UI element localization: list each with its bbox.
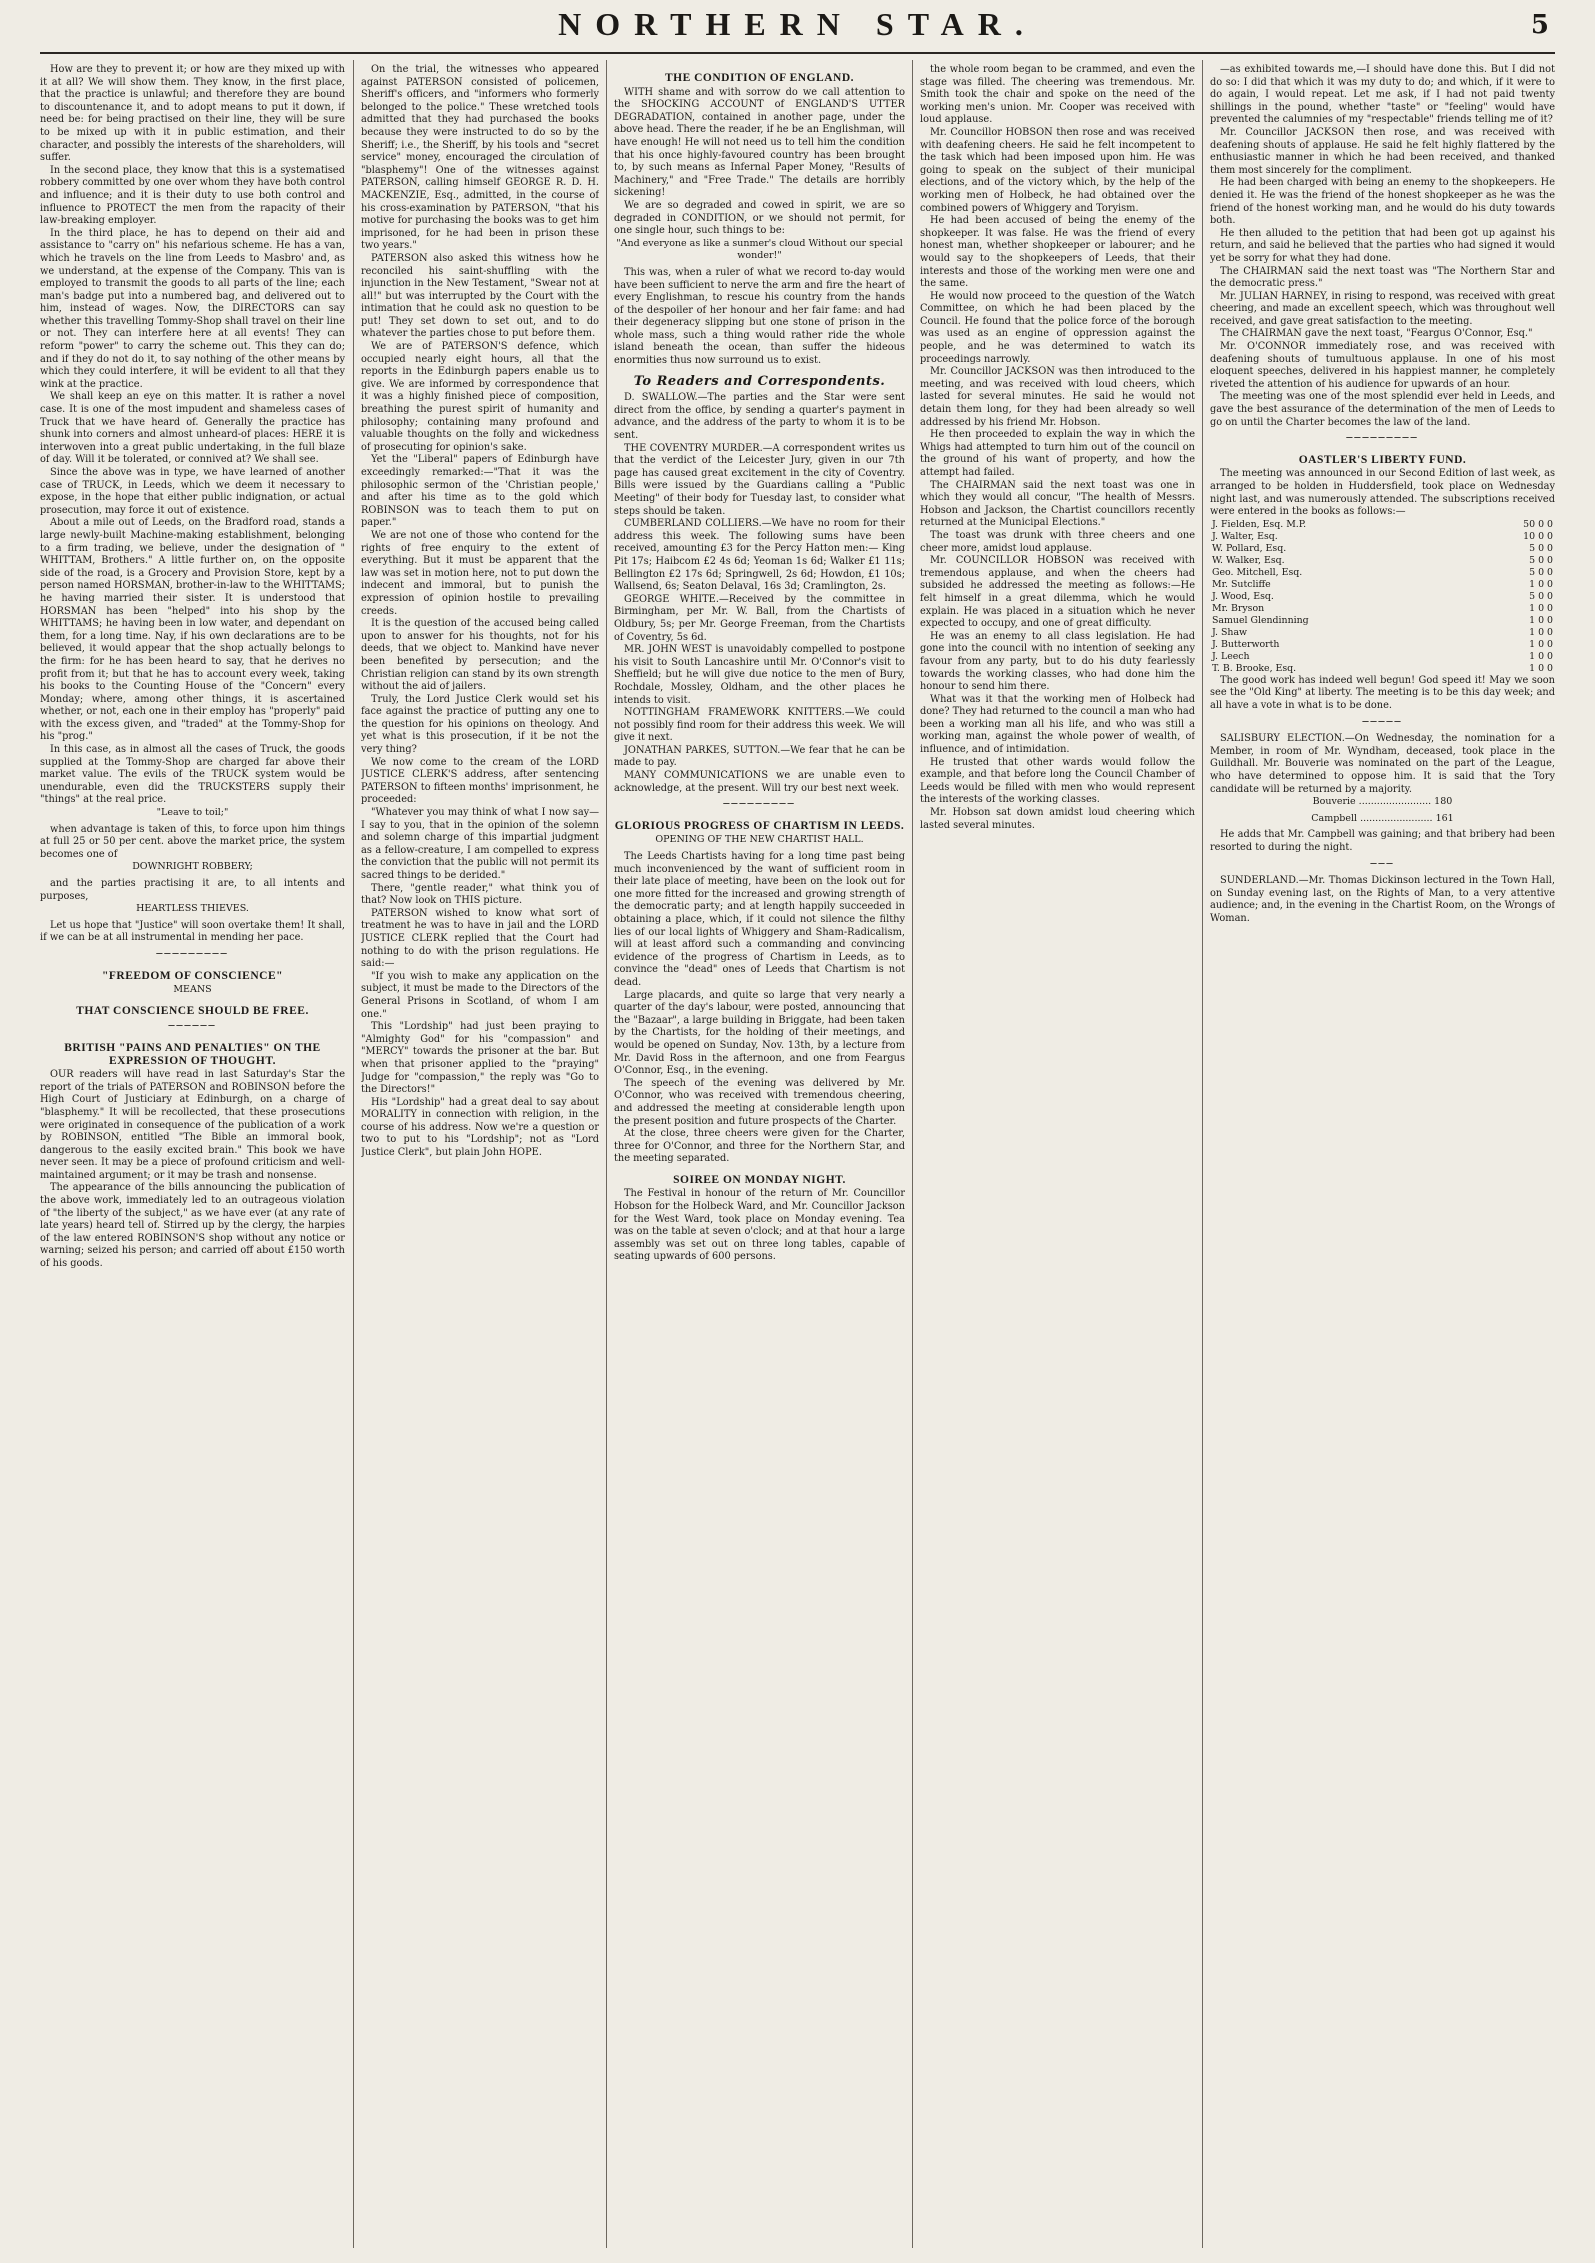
verse-line: "Leave to toil;": [156, 807, 229, 819]
paragraph: In the second place, they know that this is a systematised robbery committed by one over whom they have both control and influence; and it is their duty to use both control and influence to PROTECT the men from the rapacity of their law-breaking employer.: [40, 164, 345, 227]
section-rule: ─────────: [156, 948, 229, 960]
page-number: 5: [1530, 10, 1549, 40]
subscription-row: [1210, 615, 1555, 627]
paragraph: In the third place, he has to depend on their aid and assistance to "carry on" his nefarious scheme. He has a van, which he travels on the line from Leeds to Masbro' and, as we understand, at the expense of the Company. This van is employed to transmit the goods to all parts of the line; each man's badge put into a numbered bag, and delivered out to him, instead of wages. Now, the DIRECTORS can say whether this travelling Tommy-Shop shall travel on their line or not. They can interfere here at all events! They can reform "power" to carry the scheme out. This they can do; and if they do not do it, to say nothing of the other means by which they could interfere, it will be evident to all that they wink at the practice.: [40, 227, 345, 390]
paragraph: —as exhibited towards me,—I should have done this. But I did not do so: I did that which it was my duty to do; and which, if it were to do again, I would repeat. Let me ask, if I had not paid twenty shillings in the pound, whether "taste" or "feeling" would have prevented the calumnies of my "respectable" friends telling me of it?: [1210, 64, 1555, 126]
subscription-amount: 1 0 0: [1529, 638, 1553, 650]
correspondent-note: JONATHAN PARKES, SUTTON.—We fear that he can be made to pay.: [614, 744, 905, 769]
paragraph: His "Lordship" had a great deal to say about MORALITY in connection with religion, in the course of his address. Now we're a question or two to put to his "Lordship"; not as "Lord Justice Clerk", but plain John HOPE.: [361, 1096, 599, 1159]
subscriber-name: Geo. Mitchell, Esq.: [1212, 566, 1303, 578]
paragraph: On the trial, the witnesses who appeared against PATERSON consisted of policemen, Sheriff's officers, and "informers who formerly belonged to the police." These wretched tools admitted that they had purchased the books because they were instructed to do so by the Sheriff; i.e., the Sheriff, by his tools and "secret service" money, encouraged the circulation of "blasphemy"! One of the witnesses against PATERSON, calling himself GEORGE R. D. H. MACKENZIE, Esq., admitted, in the course of his cross-examination by PATERSON, "that his motive for purchasing the books was to get him imprisoned, for he had been in prison these two years.": [361, 64, 599, 252]
paragraph: Mr. Hobson sat down amidst loud cheering which lasted several minutes.: [920, 807, 1195, 831]
paragraph: This "Lordship" had just been praying to "Almighty God" for his "compassion" and "MERCY" towards the prisoner at the bar. But when that prisoner applied to the "praying" Judge for "compassion," the reply was "Go to the Directors!": [361, 1021, 599, 1096]
paragraph: PATERSON also asked this witness how he reconciled his saint-shuffling with the injunction in the New Testament, "Swear not at all!" but was interrupted by the Court with the intimation that he could ask no question to be put! They set down to set out, and to do whatever the parties chose to put before them.: [361, 252, 599, 340]
subscriber-name: Samuel Glendinning: [1212, 614, 1309, 626]
subscriber-name: J. Walter, Esq.: [1212, 530, 1278, 542]
article-heading: BRITISH "PAINS AND PENALTIES" ON THE EXPRESSION OF THOUGHT.: [64, 1041, 321, 1067]
subscription-amount: 5 0 0: [1529, 566, 1553, 578]
correspondent-note: THE COVENTRY MURDER.—A correspondent writes us that the verdict of the Leicester Jury, given in our 7th page has caused great excitement in the city of Coventry. Bills were issued by the Guardians calling a "Public Meeting" of their body for Tuesday last, to consider what steps should be taken.: [614, 442, 905, 517]
paragraph: The CHAIRMAN said the next toast was "The Northern Star and the democratic press.": [1210, 265, 1555, 290]
verse-line: HEARTLESS THIEVES.: [136, 903, 249, 915]
subscription-amount: 10 0 0: [1523, 530, 1553, 542]
paragraph: The Festival in honour of the return of Mr. Councillor Hobson for the Holbeck Ward, and Mr. Councillor Jackson for the West Ward, took place on Monday evening. Tea was on the table at seven o'clock; and at that hour a large assembly was set out on three long tables, capable of seating upwards of 600 persons.: [614, 1188, 905, 1263]
paragraph: We shall keep an eye on this matter. It is rather a novel case. It is one of the most impudent and shameless cases of Truck that we have heard of. Generally the practice has shunk into corners and almost unheard-of places: HERE it is interwoven into a great public undertaking, in the full blaze of day. Will it be tolerated, or connived at? We shall see.: [40, 391, 345, 466]
poll-line: Bouverie ........................ 180: [1312, 796, 1453, 808]
column-divider: [912, 60, 913, 2248]
column-divider: [353, 60, 354, 2248]
paragraph: Mr. JULIAN HARNEY, in rising to respond, was received with great cheering, and made an excellent speech, which was throughout well received, and gave great satisfaction to the meeting.: [1210, 290, 1555, 327]
column-divider: [606, 60, 607, 2248]
subscription-row: [1210, 567, 1555, 579]
paragraph: He then alluded to the petition that had been got up against his return, and said he believed that the parties who had signed it would yet be sorry for what they had done.: [1210, 227, 1555, 264]
paragraph: It is the question of the accused being called upon to answer for his thoughts, not for his deeds, that we object to. Mankind have never been benefited by persecution; and the Christian religion can stand by its own strength without the aid of jailers.: [361, 618, 599, 693]
paragraph: The speech of the evening was delivered by Mr. O'Connor, who was received with tremendous cheering, and addressed the meeting at considerable length upon the present position and future prospects of the Charter.: [614, 1077, 905, 1127]
paragraph: About a mile out of Leeds, on the Bradford road, stands a large newly-built Machine-making establishment, belonging to a firm trading, we believe, under the designation of " WHITTAM, Brothers." A little further on, on the opposite side of the road, is a Grocery and Provision Store, kept by a person named HORSMAN, brother-in-law to the WHITTAMS; he having married their sister. It is understood that HORSMAN has been "helped" into his shop by the WHITTAMS; he having been in low water, and dependant on them, for a long time. Nay, if his own declarations are to be believed, it would appear that the shop actually belongs to the firm: for he has been heard to say, that he derives no profit from it; but that he has to account every week, taking his books to the Counting House of the "Concern" every Monday; where, among other things, it is ascertained whether, or not, each one in their employ has "properly" paid with the excess given, and "traded" at the Tommy-Shop for his "prog.": [40, 517, 345, 743]
section-rule: ─────: [1362, 716, 1403, 728]
subscriber-name: J. Leech: [1212, 650, 1250, 662]
correspondent-note: MANY COMMUNICATIONS we are unable even to acknowledge, at the present. Will try our best next week.: [614, 770, 905, 794]
subscription-row: [1210, 543, 1555, 555]
section-rule: ───: [1370, 858, 1395, 870]
paragraph: How are they to prevent it; or how are they mixed up with it at all? We will show them. They know, in the first place, that the practice is unlawful; and therefore they are bound to discountenance it, and to adopt means to put it down, if need be: for being practised on their line, they will be sure to be mixed up with it in public estimation, and their character, and possibly the interests of the shareholders, will suffer.: [40, 64, 345, 164]
paragraph: He adds that Mr. Campbell was gaining; and that bribery had been resorted to during the night.: [1210, 829, 1555, 853]
column-1: [40, 64, 345, 2244]
masthead: [40, 6, 1555, 50]
section-heading-correspondents: To Readers and Correspondents.: [633, 373, 886, 389]
paragraph: Mr. COUNCILLOR HOBSON was received with tremendous applause, and when the cheers had subsided he addressed the meeting as follows:—He felt himself in a great dilemma, which he would explain. He was placed in a situation which he never expected to occupy, and one of great difficulty.: [920, 555, 1195, 630]
subscriber-name: W. Walker, Esq.: [1212, 554, 1285, 566]
subscription-row: [1210, 603, 1555, 615]
paragraph: We now come to the cream of the LORD JUSTICE CLERK'S address, after sentencing PATERSON to fifteen months' imprisonment, he proceeded:: [361, 756, 599, 806]
article-subheading: OPENING OF THE NEW CHARTIST HALL.: [655, 834, 864, 846]
paragraph: SUNDERLAND.—Mr. Thomas Dickinson lectured in the Town Hall, on Sunday evening last, on the Rights of Man, to a very attentive audience; and, in the evening in the Chartist Room, on the Wrongs of Woman.: [1210, 875, 1555, 924]
subscription-amount: 1 0 0: [1529, 578, 1553, 590]
section-rule: ─────────: [723, 799, 796, 811]
subscription-amount: 1 0 0: [1529, 650, 1553, 662]
paragraph: We are not one of those who contend for the rights of free enquiry to the extent of everything. But it must be apparent that the law was set in motion here, not to put down the indecent and immoral, but to punish the expression of opinion hostile to prevailing creeds.: [361, 529, 599, 617]
paragraph: He then proceeded to explain the way in which the Whigs had attempted to turn him out of the council on the ground of his want of property, and how the attempt had failed.: [920, 429, 1195, 478]
article-heading: THAT CONSCIENCE SHOULD BE FREE.: [76, 1004, 309, 1017]
correspondent-note: D. SWALLOW.—The parties and the Star were sent direct from the office, by sending a quarter's payment in advance, and the address of the party to whom it is to be sent.: [614, 392, 905, 442]
subscription-row: [1210, 531, 1555, 543]
paragraph: Yet the "Liberal" papers of Edinburgh have exceedingly remarked:—"That it was the philosophic sermon of the 'Christian people,' and after his time as to the gold which ROBINSON was to teach them to put on paper.": [361, 454, 599, 529]
paragraph: He had been accused of being the enemy of the shopkeeper. It was false. He was the friend of every honest man, whether shopkeeper or labourer; and he would say to the shopkeepers of Leeds, that their interests and those of the working men were one and the same.: [920, 215, 1195, 290]
subscriber-name: J. Wood, Esq.: [1212, 590, 1274, 602]
subscriber-name: Mr. Sutcliffe: [1212, 578, 1271, 590]
column-5: [1210, 64, 1555, 2244]
paragraph: The CHAIRMAN said the next toast was one in which they would all concur, "The health of Messrs. Hobson and Jackson, the Chartist councillors recently returned at the Municipal Elections.": [920, 479, 1195, 529]
subscription-amount: 1 0 0: [1529, 602, 1553, 614]
paragraph: We are so degraded and cowed in spirit, we are so degraded in CONDITION, or we should not permit, for one single hour, such things to be:: [614, 199, 905, 237]
paragraph: Mr. Councillor HOBSON then rose and was received with deafening cheers. He said he felt incompetent to the task which had been imposed upon him. He was going to speak on the subject of their municipal elections, and of the victory which, by the help of the working men of Holbeck, he had obtained over the combined powers of Whiggery and Toryism.: [920, 126, 1195, 214]
paragraph: The Leeds Chartists having for a long time past being much inconvenienced by the want of sufficient room in their late place of meeting, have been on the look out for one more fitted for the increased and growing strength of the democratic party; and at length happily succeeded in obtaining a place, which, if it could not silence the filthy lies of our local lights of Whiggery and Sham-Radicalism, will at least afford such a commanding and convincing evidence of the progress of Chartism in Leeds, as to convince the "dead" ones of Leeds that Chartism is not dead.: [614, 851, 905, 988]
paragraph: WITH shame and with sorrow do we call attention to the SHOCKING ACCOUNT of ENGLAND'S UTTER DEGRADATION, contained in another page, under the above head. There the reader, if he be an Englishman, will have enough! He will not need us to tell him the condition that his once highly-favoured country has been brought to, by such means as Infernal Paper Money, "Results of Machinery," and "Free Trade." The details are horribly sickening!: [614, 86, 905, 199]
paragraph: Mr. O'CONNOR immediately rose, and was received with deafening shouts of tumultuous applause. In one of his most eloquent speeches, delivered in his happiest manner, he completely riveted the attention of his audience for upwards of an hour.: [1210, 341, 1555, 390]
paragraph: Truly, the Lord Justice Clerk would set his face against the practice of putting any one to the question for his opinions on theology. And yet what is this prosecution, if it be not the very thing?: [361, 693, 599, 756]
subscription-list: [1210, 519, 1555, 675]
subscription-amount: 1 0 0: [1529, 662, 1553, 674]
article-heading: "FREEDOM OF CONSCIENCE": [101, 969, 284, 982]
paragraph: He was an enemy to all class legislation. He had gone into the council with no intention of seeking any favour from any party, but to do his duty fearlessly towards the working classes, who had done him the honour to send him there.: [920, 630, 1195, 693]
correspondent-note: GEORGE WHITE.—Received by the committee in Birmingham, per Mr. W. Ball, from the Chartists of Oldbury, 5s; per Mr. George Freeman, from the Chartists of Coventry, 5s 6d.: [614, 593, 905, 643]
article-heading: GLORIOUS PROGRESS OF CHARTISM IN LEEDS.: [614, 819, 905, 832]
paragraph: The meeting was announced in our Second Edition of last week, as arranged to be holden in Huddersfield, took place on Wednesday night last, and was numerously attended. The subscriptions received were entered in the books as follows:—: [1210, 468, 1555, 518]
paragraph: The toast was drunk with three cheers and one cheer more, amidst loud applause.: [920, 529, 1195, 554]
verse-line: DOWNRIGHT ROBBERY;: [132, 861, 253, 873]
subscription-row: [1210, 639, 1555, 651]
poll-line: Campbell ........................ 161: [1311, 812, 1454, 824]
paragraph: We are of PATERSON'S defence, which occupied nearly eight hours, all that the reports in the Edinburgh papers enable us to give. We are informed by correspondence that it was a highly finished piece of composition, breathing the purest spirit of humanity and philosophy; containing many profound and valuable thoughts on the folly and wickedness of prosecuting for opinion's sake.: [361, 341, 599, 453]
subscription-amount: 5 0 0: [1529, 590, 1553, 602]
paragraph: He trusted that other wards would follow the example, and that before long the Council Chamber of Leeds would be filled with men who would represent the interests of the working classes.: [920, 756, 1195, 806]
paragraph: Since the above was in type, we have learned of another case of TRUCK, in Leeds, which we deem it necessary to expose, in the hope that either public indignation, or actual prosecution, may force it out of existence.: [40, 467, 345, 516]
column-3: [614, 64, 905, 2244]
paragraph: and the parties practising it are, to all intents and purposes,: [40, 878, 345, 902]
paragraph: the whole room began to be crammed, and even the stage was filled. The cheering was tremendous. Mr. Smith took the chair and spoke on the need of the working men's union. Mr. Cooper was received with loud applause.: [920, 64, 1195, 126]
correspondent-note: NOTTINGHAM FRAMEWORK KNITTERS.—We could not possibly find room for their address this week. We will give it next.: [614, 707, 905, 744]
paragraph: He had been charged with being an enemy to the shopkeepers. He denied it. He was the friend of the honest shopkeeper as he was the friend of the honest working man, and he would do his duty towards both.: [1210, 177, 1555, 227]
subscription-row: [1210, 651, 1555, 663]
article-heading-means: MEANS: [173, 984, 212, 996]
subscriber-name: W. Pollard, Esq.: [1212, 542, 1287, 554]
paragraph: "If you wish to make any application on the subject, it must be made to the Directors of the General Prisons in Scotland, of whom I am one.": [361, 970, 599, 1020]
subscriber-name: T. B. Brooke, Esq.: [1212, 662, 1297, 674]
paragraph: OUR readers will have read in last Saturday's Star the report of the trials of PATERSON and ROBINSON before the High Court of Justiciary at Edinburgh, on a charge of "blasphemy." It will be recollected, that these prosecutions were originated in consequence of the publication of a work by ROBINSON, entitled "The Bible an immoral book, dangerous to the easily excited brain." This book we have never seen. It may be a piece of profound criticism and well-maintained argument; or it may be trash and nonsense.: [40, 1069, 345, 1181]
subscription-row: [1210, 591, 1555, 603]
paragraph: Let us hope that "Justice" will soon overtake them! It shall, if we can be at all instrumental in mending her pace.: [40, 919, 345, 944]
paragraph: In this case, as in almost all the cases of Truck, the goods supplied at the Tommy-Shop are charged far above their market value. The evils of the TRUCK system would be unendurable, even did the TRUCKSTERS supply their "things" at the real price.: [40, 744, 345, 806]
paragraph: PATERSON wished to know what sort of treatment he was to have in jail and the LORD JUSTICE CLERK replied that the Court had nothing to do with the prison regulations. He said:—: [361, 907, 599, 970]
subscription-row: [1210, 555, 1555, 567]
paragraph: Mr. Councillor JACKSON then rose, and was received with deafening shouts of applause. He said he felt highly flattered by the enthusiastic manner in which he had been received, and thanked them most sincerely for the compliment.: [1210, 126, 1555, 176]
subscription-row: [1210, 519, 1555, 531]
paragraph: There, "gentle reader," what think you of that? Now look on THIS picture.: [361, 882, 599, 907]
paragraph: The good work has indeed well begun! God speed it! May we soon see the "Old King" at liberty. The meeting is to be this day week; and all have a vote in what is to be done.: [1210, 674, 1555, 711]
subscriber-name: Mr. Bryson: [1212, 602, 1265, 614]
paragraph: when advantage is taken of this, to force upon him things at full 25 or 50 per cent. above the market price, the system becomes one of: [40, 823, 345, 860]
paragraph: He would now proceed to the question of the Watch Committee, on which he had been placed by the Council. He found that the police force of the borough was used as an engine of oppression against the people, and he was determined to watch its proceedings narrowly.: [920, 290, 1195, 365]
newspaper-title: NORTHERN STAR.: [558, 6, 1037, 42]
subscriber-name: J. Fielden, Esq. M.P.: [1212, 518, 1307, 530]
paragraph: The meeting was one of the most splendid ever held in Leeds, and gave the best assurance of the determination of the men of Leeds to go on until the Charter becomes the law of the land.: [1210, 391, 1555, 428]
subscription-amount: 5 0 0: [1529, 542, 1553, 554]
paragraph: The appearance of the bills announcing the publication of the above work, immediately led to an outrageous violation of "the liberty of the subject," as we have ever (at any rate of late years) heard tell of. Stirred up by the clergy, the harpies of the law entered ROBINSON'S shop without any notice or warning; seized his person; and carried off about £150 worth of his goods.: [40, 1182, 345, 1270]
subscription-amount: 5 0 0: [1529, 554, 1553, 566]
paragraph: Large placards, and quite so large that very nearly a quarter of the day's labour, were posted, announcing that the "Bazaar", a large building in Briggate, had been taken by the Chartists, for the holding of their meetings, and would be opened on Sunday, Nov. 13th, by a lecture from Mr. David Ross in the afternoon, and one from Feargus O'Connor, Esq., in the evening.: [614, 989, 905, 1077]
paragraph: What was it that the working men of Holbeck had done? They had returned to the council a man who had been a working man all his life, and who was still a working man, against the whole power of wealth, of influence, and of intimidation.: [920, 693, 1195, 756]
subscription-row: [1210, 579, 1555, 591]
paragraph: This was, when a ruler of what we record to-day would have been sufficient to nerve the arm and fire the heart of every Englishman, to rescue his country from the hands of the despoiler of her honour and her fair fame: and had their degeneracy slipping but one stone of prison in the whole mass, such a thing would rather ride the whole island beneath the ocean, than suffer the hideous enormities thus now surround us to exist.: [614, 266, 905, 367]
article-heading: THE CONDITION OF ENGLAND.: [664, 72, 855, 84]
masthead-rule: [40, 52, 1555, 54]
paragraph: At the close, three cheers were given for the Charter, three for O'Connor, and three for the Northern Star, and the meeting separated.: [614, 1128, 905, 1165]
section-rule: ─────────: [1346, 433, 1419, 445]
article-heading: SOIREE ON MONDAY NIGHT.: [673, 1173, 846, 1186]
column-divider: [1202, 60, 1203, 2248]
subscription-row: [1210, 663, 1555, 675]
verse-line: "And everyone as like a sunmer's cloud Without our special wonder!": [616, 237, 903, 262]
correspondent-note: MR. JOHN WEST is unavoidably compelled to postpone his visit to South Lancashire until Mr. O'Connor's visit to Sheffield; but he will give due notice to the men of Bury, Rochdale, Mossley, Oldham, and the other places he intends to visit.: [614, 644, 905, 706]
paragraph: SALISBURY ELECTION.—On Wednesday, the nomination for a Member, in room of Mr. Wyndham, deceased, took place in the Guildhall. Mr. Bouverie was nominated on the part of the League, who have determined to oppose him. It is said that the Tory candidate will be returned by a majority.: [1210, 733, 1555, 795]
article-heading: OASTLER'S LIBERTY FUND.: [1298, 453, 1467, 466]
subscription-amount: 1 0 0: [1529, 626, 1553, 638]
subscriber-name: J. Butterworth: [1212, 638, 1280, 650]
paragraph: Mr. Councillor JACKSON was then introduced to the meeting, and was received with loud cheers, which lasted for several minutes. He said he would not detain them long, for they had been already so well addressed by his friend Mr. Hobson.: [920, 366, 1195, 428]
subscription-amount: 50 0 0: [1523, 518, 1553, 530]
subscriber-name: J. Shaw: [1212, 626, 1248, 638]
paragraph: "Whatever you may think of what I now say—I say to you, that in the opinion of the solemn and solemn charge of this impartial judgment as a fellow-creature, I am compelled to express the conviction that the public will not permit its sacred things to be derided.": [361, 807, 599, 881]
paragraph: The CHAIRMAN gave the next toast, "Feargus O'Connor, Esq.": [1220, 328, 1533, 340]
correspondent-note: CUMBERLAND COLLIERS.—We have no room for their address this week. The following sums have been received, amounting £3 for the Percy Hatton men:— King Pit 17s; Haibcom £2 4s 6d; Yeoman 1s 6d; Walker £1 11s; Bellington £2 17s 6d; Springwell, 2s 6d; Howdon, £1 10s; Wallsend, 6s; Seaton Delaval, 16s 3d; Cramlington, 2s.: [614, 518, 905, 593]
subscription-row: [1210, 627, 1555, 639]
column-2: [361, 64, 599, 2244]
section-rule: ──────: [168, 1021, 217, 1033]
subscription-amount: 1 0 0: [1529, 614, 1553, 626]
column-4: [920, 64, 1195, 2244]
